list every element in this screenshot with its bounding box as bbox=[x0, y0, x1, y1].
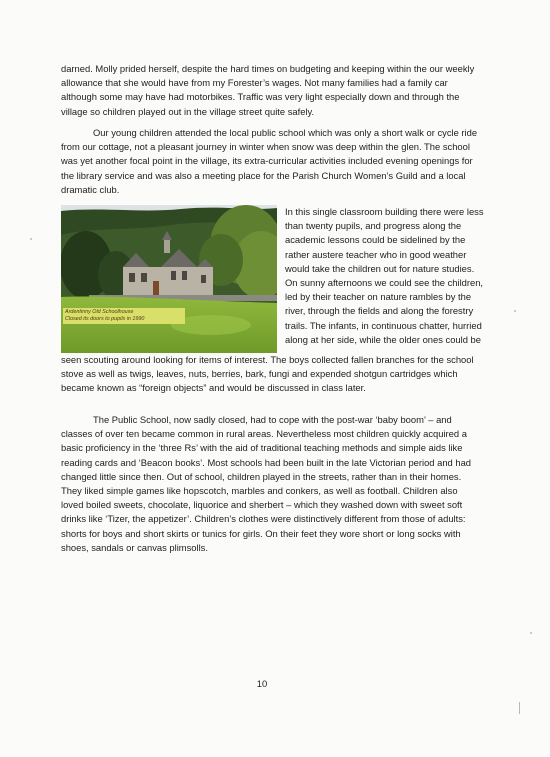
paragraph-classroom-continued: seen scouting around looking for items of interest. The boys collected fallen branches for the school stove as well as twigs, leaves, nuts, berries, bark, fungi and expended shotgun cartridges which became known as “foreign objects” and would be discussed in class later. bbox=[61, 354, 474, 394]
schoolhouse-photo-image bbox=[61, 205, 277, 353]
paragraph-family-budget: darned. Molly prided herself, despite the hard times on budgeting and keeping within the our weekly allowance that she would have from my Forester’s wages. Not many families had a family car although some may have had motorbikes. Traffic was very light especially down and through the village so children played out in the village street quite safely. bbox=[61, 63, 475, 117]
paragraph-local-school-text: Our young children attended the local public school which was only a short walk or cycle ride from our cottage, not a pleasant journey in winter when snow was deep within the glen. The school was yet another focal point in the village, its extra-curricular activities included evening openings for the library service and was also a meeting place for the Parish Church Women’s Guild and a local dramatic club. bbox=[61, 127, 478, 195]
paragraph-public-school-text: The Public School, now sadly closed, had to cope with the post-war ‘baby boom’ – and classes of over ten became common in rural areas. Nevertheless most children quickly acquired a basic proficiency in the ‘three Rs’ with the aid of traditional teaching methods and simple aids like reading cards and ‘Beacon books’. Most schools had been built in the late Victorian period and had changed little since then. Out of school, children played in the streets, rather than in their homes. They liked simple games like hopscotch, marbles and conkers, as well as football. Children also loved boiled sweets, chocolate, liquorice and sherbert – which they washed down with sweet soft drinks like ‘Tizer, the appetizer’. Children’s clothes were distinctively different from those of adults: shorts for boys and short skirts or tunics for girls. On their feet they wore short or long socks with shoes, sandals or canvas plimsolls. bbox=[61, 414, 471, 553]
photo-caption-line2: Closed its doors to pupils in 1990 bbox=[65, 316, 145, 322]
photo-caption-line1: Ardentinny Old Schoolhouse bbox=[65, 309, 134, 315]
scan-speck bbox=[530, 632, 532, 634]
scan-mark bbox=[519, 702, 520, 714]
page-number: 10 bbox=[256, 678, 268, 689]
paragraph-public-school bbox=[61, 413, 481, 555]
paragraph-local-school bbox=[61, 126, 481, 197]
scan-speck bbox=[30, 238, 32, 240]
photo-caption bbox=[63, 308, 185, 324]
scan-speck bbox=[514, 310, 516, 312]
schoolhouse-photo bbox=[61, 205, 277, 353]
paragraph-classroom: In this single classroom building there were less than twenty pupils, and progress along the academic lessons could be sidelined by the rather austere teacher who in good weather would take the children out for nature studies. On sunny afternoons we could see the children, led by their teacher on nature rambles by the river, through the fields and along the forestry trails. The infants, in continuous chatter, hurried along at her side, while the older ones could be bbox=[285, 206, 484, 345]
